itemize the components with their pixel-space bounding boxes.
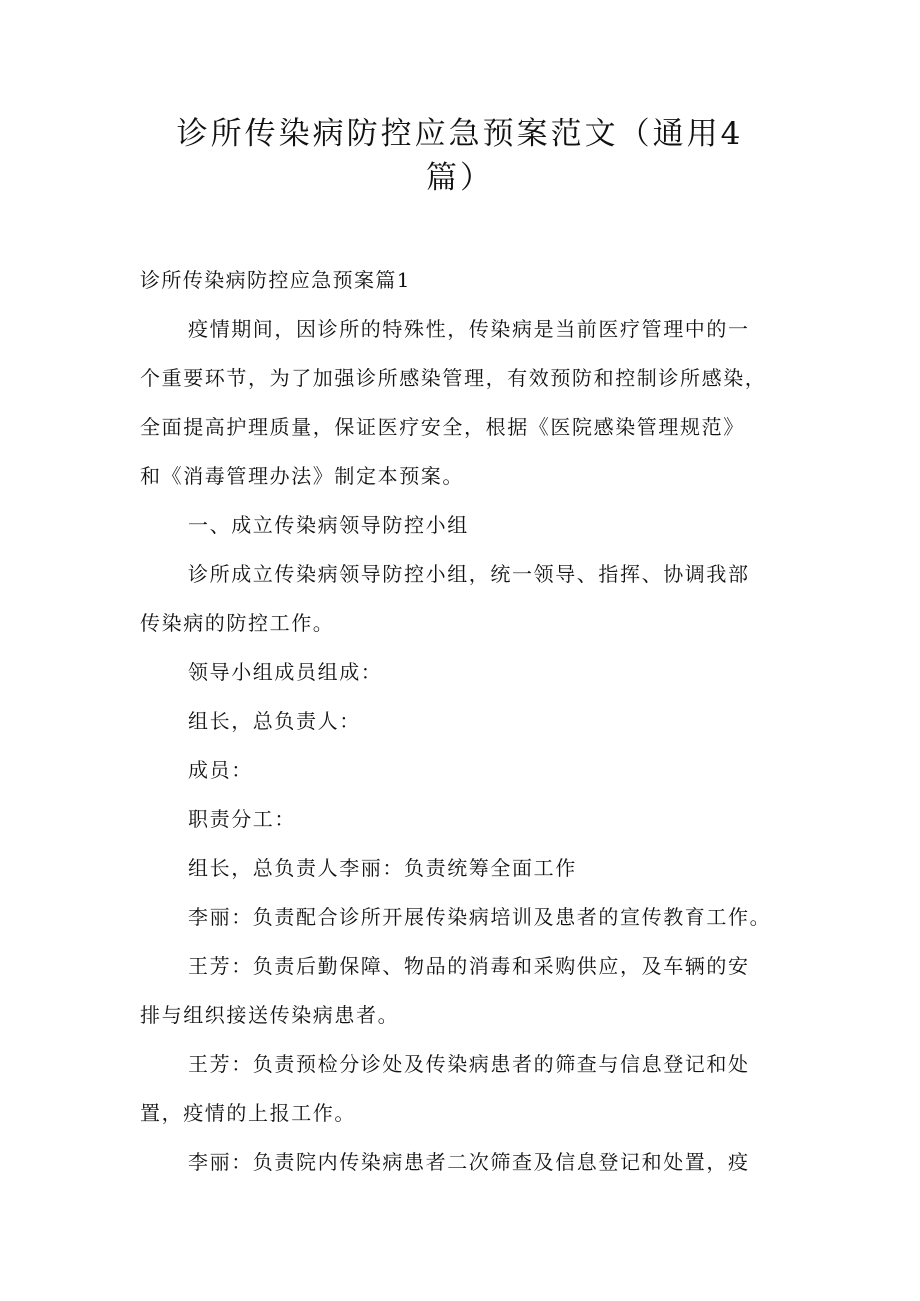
body-line: 成员： — [188, 758, 253, 782]
body-line: 李丽：负责院内传染病患者二次筛查及信息登记和处置，疫 — [188, 1150, 750, 1174]
body-line: 王芳：负责预检分诊处及传染病患者的筛查与信息登记和处 — [188, 1052, 750, 1076]
body-line: 和《消毒管理办法》制定本预案。 — [140, 464, 464, 488]
body-line: 全面提高护理质量，保证医疗安全，根据《医院感染管理规范》 — [140, 415, 745, 439]
body-line: 组长，总负责人李丽：负责统筹全面工作 — [188, 856, 577, 880]
body-line: 职责分工： — [188, 807, 296, 831]
body-line: 置，疫情的上报工作。 — [140, 1101, 356, 1125]
document-title — [130, 112, 790, 200]
title-line-1: 诊所传染病防控应急预案范文（通用4 — [176, 116, 744, 152]
body-line: 传染病的防控工作。 — [140, 611, 335, 635]
section-heading: 诊所传染病防控应急预案篇1 — [140, 268, 411, 292]
body-line: 组长，总负责人： — [188, 709, 361, 733]
body-line: 诊所成立传染病领导防控小组，统一领导、指挥、协调我部 — [188, 562, 750, 586]
body-line: 领导小组成员组成： — [188, 660, 383, 684]
body-line: 李丽：负责配合诊所开展传染病培训及患者的宣传教育工作。 — [188, 905, 772, 929]
title-line-2: 篇） — [426, 160, 494, 196]
body-line: 排与组织接送传染病患者。 — [140, 1003, 400, 1027]
body-line: 一、成立传染病领导防控小组 — [188, 513, 469, 537]
document-body — [140, 256, 785, 1187]
body-line: 疫情期间，因诊所的特殊性，传染病是当前医疗管理中的一 — [188, 317, 750, 341]
body-line: 王芳：负责后勤保障、物品的消毒和采购供应，及车辆的安 — [188, 954, 750, 978]
body-line: 个重要环节，为了加强诊所感染管理，有效预防和控制诊所感染， — [140, 366, 767, 390]
